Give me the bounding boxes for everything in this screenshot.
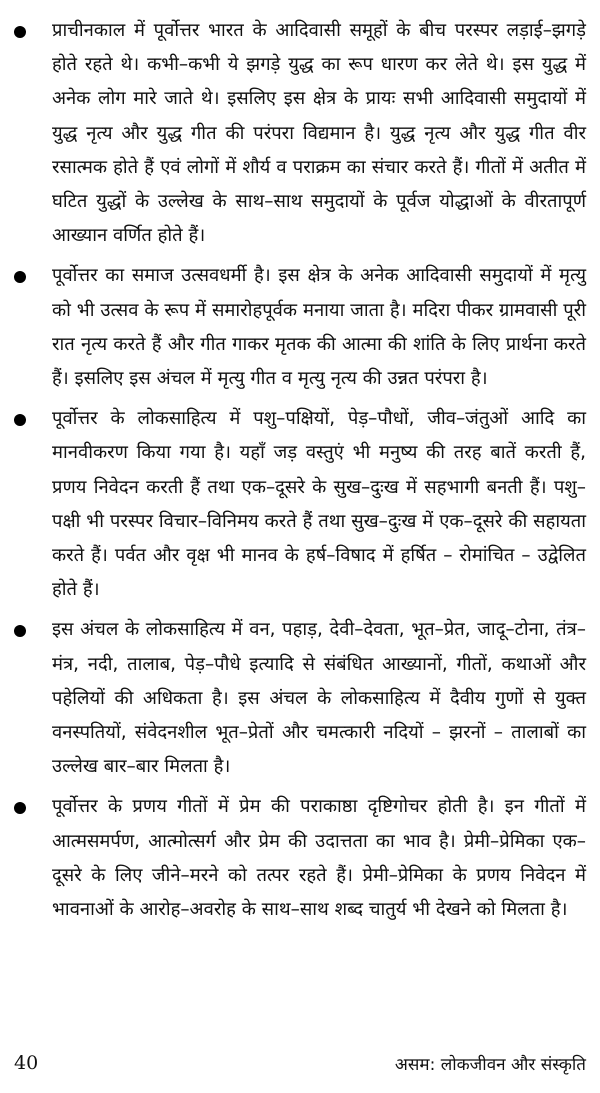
running-title: असम: लोकजीवन और संस्कृति	[394, 1055, 586, 1075]
list-item	[0, 259, 600, 396]
list-item	[0, 402, 600, 607]
page-number: 40	[14, 1052, 39, 1074]
paragraph-folklore-themes: इस अंचल के लोकसाहित्य में वन, पहाड़, देवी–देवता, भूत–प्रेत, जादू–टोना, तंत्र–मंत्र, नदी, तालाब, पेड़–पौधे इत्यादि से संबंधित आख्यानों, गीतों, कथाओं और पहेलियों की अधिकता है। इस अंचल के लोकसाहित्य में दैवीय गुणों से युक्त वनस्पतियों, संवेदनशील भूत–प्रेतों और चमत्कारी नदियों – झरनों – तालाबों का उल्लेख बार–बार मिलता है।	[52, 619, 586, 778]
paragraph-war-songs: प्राचीनकाल में पूर्वोत्तर भारत के आदिवासी समूहों के बीच परस्पर लड़ाई–झगड़े होते रहते थे। कभी–कभी ये झगड़े युद्ध का रूप धारण कर लेते थे। इस युद्ध में अनेक लोग मारे जाते थे। इसलिए इस क्षेत्र के प्रायः सभी आदिवासी समुदायों में युद्ध नृत्य और युद्ध गीत की परंपरा विद्यमान है। युद्ध नृत्य और युद्ध गीत वीर रसात्मक होते हैं एवं लोगों में शौर्य व पराक्रम का संचार करते हैं। गीतों में अतीत में घटित युद्धों के उल्लेख के साथ–साथ समुदायों के पूर्वज योद्धाओं के वीरतापूर्ण आख्यान वर्णित होते हैं।	[52, 20, 586, 247]
bullet-list	[0, 14, 600, 933]
list-item	[0, 14, 600, 253]
paragraph-love-songs: पूर्वोत्तर के प्रणय गीतों में प्रेम की पराकाष्ठा दृष्टिगोचर होती है। इन गीतों में आत्मसमर्पण, आत्मोत्सर्ग और प्रेम की उदात्तता का भाव है। प्रेमी–प्रेमिका एक–दूसरे के लिए जीने–मरने को तत्पर रहते हैं। प्रेमी–प्रेमिका के प्रणय निवेदन में भावनाओं के आरोह–अवरोह के साथ–साथ शब्द चातुर्य भी देखने को मिलता है।	[52, 796, 586, 921]
bullet-icon	[14, 625, 26, 637]
page-footer	[0, 1042, 600, 1076]
paragraph-personification: पूर्वोत्तर के लोकसाहित्य में पशु–पक्षियों, पेड़–पौधों, जीव–जंतुओं आदि का मानवीकरण किया गया है। यहाँ जड़ वस्तुएं भी मनुष्य की तरह बातें करती हैं, प्रणय निवेदन करती हैं तथा एक–दूसरे के सुख–दुःख में सहभागी बनती हैं। पशु–पक्षी भी परस्पर विचार–विनिमय करते हैं तथा सुख–दुःख में एक–दूसरे की सहायता करते हैं। पर्वत और वृक्ष भी मानव के हर्ष–विषाद में हर्षित – रोमांचित – उद्वेलित होते हैं।	[52, 408, 586, 601]
paragraph-death-rituals: पूर्वोत्तर का समाज उत्सवधर्मी है। इस क्षेत्र के अनेक आदिवासी समुदायों में मृत्यु को भी उत्सव के रूप में समारोहपूर्वक मनाया जाता है। मदिरा पीकर ग्रामवासी पूरी रात नृत्य करते हैं और गीत गाकर मृतक की आत्मा की शांति के लिए प्रार्थना करते हैं। इसलिए इस अंचल में मृत्यु गीत व मृत्यु नृत्य की उन्नत परंपरा है।	[52, 265, 586, 390]
list-item	[0, 613, 600, 784]
bullet-icon	[14, 414, 26, 426]
bullet-icon	[14, 26, 26, 38]
list-item	[0, 790, 600, 927]
bullet-icon	[14, 802, 26, 814]
bullet-icon	[14, 271, 26, 283]
